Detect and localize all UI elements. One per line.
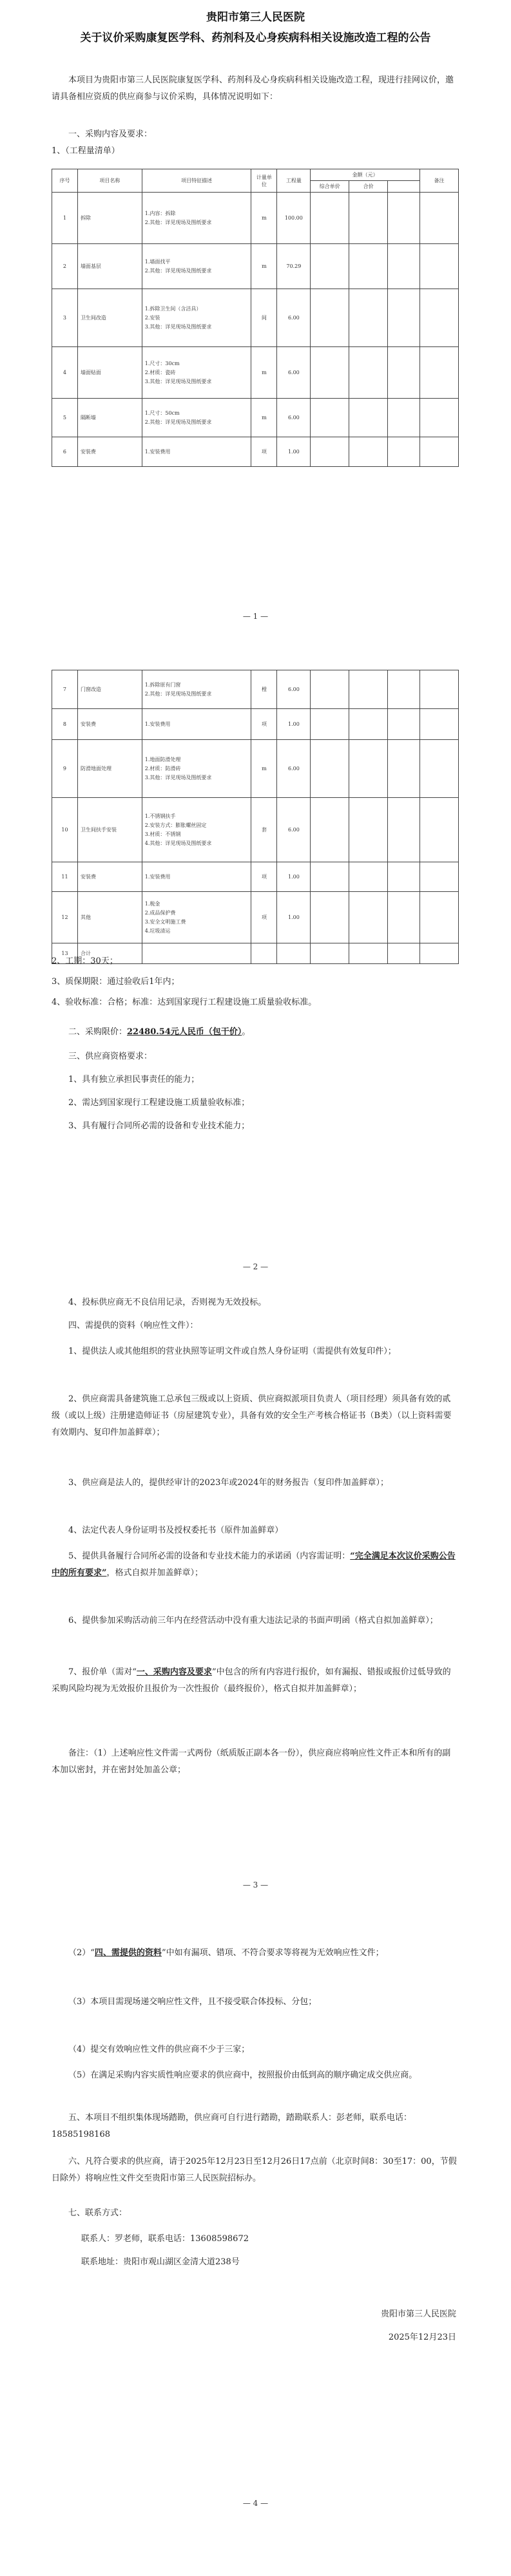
cell-name: 墙面贴面	[77, 347, 142, 399]
cell-total	[349, 289, 388, 347]
cell-unit-price	[311, 862, 349, 892]
cell-desc	[142, 798, 251, 862]
cell-qty: 100.00	[277, 193, 311, 244]
cell-name: 安装费	[77, 709, 142, 740]
cell-desc	[142, 740, 251, 798]
cell-unit: 项	[251, 862, 277, 892]
note-4: （4）提交有效响应性文件的供应商不少于三家；	[68, 2045, 250, 2054]
cell-desc	[142, 193, 251, 244]
header-name: 项目名称	[77, 169, 142, 193]
cell-unit-price	[311, 399, 349, 437]
cell-qty: 1.00	[277, 862, 311, 892]
cell-no: 7	[52, 670, 78, 709]
doc-item-7-a: 7、报价单（需对“	[68, 1667, 137, 1677]
header-blank	[388, 181, 420, 193]
cell-desc	[142, 244, 251, 289]
document-org-title: 贵阳市第三人民医院	[206, 11, 305, 24]
page-number-2: — 2 —	[242, 1262, 269, 1271]
section-1-heading: 一、采购内容及要求：	[68, 129, 153, 139]
section-7-heading: 七、联系方式：	[68, 2208, 128, 2218]
qualification-1: 1、具有独立承担民事责任的能力；	[68, 1075, 200, 1084]
desc-line: 1.地面防滑处理	[144, 756, 181, 762]
table-row	[52, 892, 459, 943]
cell-blank	[388, 670, 420, 709]
desc-line: 1.拆除卫生间（含洁具）	[144, 305, 202, 312]
page-number-1: — 1 —	[242, 612, 269, 621]
cell-desc	[142, 347, 251, 399]
cell-desc	[142, 437, 251, 467]
cell-unit: m	[251, 399, 277, 437]
cell-unit: m	[251, 244, 277, 289]
header-desc: 项目特征描述	[142, 169, 251, 193]
cell-desc	[142, 289, 251, 347]
cell-name: 其他	[77, 892, 142, 943]
page-2	[0, 644, 511, 1288]
cell-blank	[388, 862, 420, 892]
page-number-3: — 3 —	[242, 1880, 269, 1889]
cell-blank	[388, 892, 420, 943]
doc-item-5-b: “完全满足本次议价采购公告中的所有要求”	[52, 1551, 456, 1578]
cell-qty: 1.00	[277, 709, 311, 740]
desc-line: 2.其他：详见现场及图纸要求	[144, 267, 212, 274]
note-2-b: 四、需提供的资料	[94, 1948, 162, 1958]
doc-item-3: 3、供应商是法人的，提供经审计的2023年或2024年的财务报告（复印件加盖鲜章）；	[68, 1478, 389, 1488]
bill-table-page-1	[52, 169, 459, 467]
cell-qty: 6.00	[277, 670, 311, 709]
desc-line: 4.其他：详见现场及图纸要求	[144, 840, 212, 846]
desc-line: 2.材质：瓷砖	[144, 369, 176, 375]
cell-total	[349, 892, 388, 943]
cell-name: 防滑地面处理	[77, 740, 142, 798]
bill-rows-page-1	[52, 193, 459, 467]
cell-qty: 1.00	[277, 437, 311, 467]
cell-unit: m	[251, 347, 277, 399]
page-4	[0, 1932, 511, 2576]
qualification-2: 2、需达到国家现行工程建设施工质量验收标准；	[68, 1098, 250, 1108]
desc-line: 1.内容：拆除	[144, 210, 176, 216]
cell-unit: 樘	[251, 670, 277, 709]
requirement-4: 4、验收标准：合格；标准：达到国家现行工程建设施工质量验收标准。	[52, 998, 317, 1007]
cell-unit-price	[311, 437, 349, 467]
cell-qty: 6.00	[277, 289, 311, 347]
section-5-site-visit: 五、本项目不组织集体现场踏勘，供应商可自行进行踏勘，踏勘联系人：彭老师，联系电话：18585198168	[52, 2113, 412, 2139]
table-row	[52, 244, 459, 289]
cell-unit: 项	[251, 709, 277, 740]
cell-blank	[388, 193, 420, 244]
cell-unit-price	[311, 709, 349, 740]
cell-qty: 6.00	[277, 399, 311, 437]
price-limit-suffix: 。	[242, 1027, 251, 1037]
cell-no: 8	[52, 709, 78, 740]
cell-desc	[142, 862, 251, 892]
cell-unit: m	[251, 193, 277, 244]
cell-unit: 项	[251, 892, 277, 943]
cell-unit: m	[251, 740, 277, 798]
cell-desc	[142, 709, 251, 740]
cell-remark	[420, 670, 459, 709]
header-qty: 工程量	[277, 169, 311, 193]
cell-no: 12	[52, 892, 78, 943]
price-limit-label: 二、采购限价：	[68, 1027, 128, 1037]
cell-total	[349, 709, 388, 740]
header-unit-price: 综合单价	[311, 181, 349, 193]
desc-line: 2.安装方式：膨胀螺丝固定	[144, 822, 207, 828]
doc-item-5	[52, 1548, 459, 1582]
cell-total	[349, 244, 388, 289]
cell-desc	[142, 399, 251, 437]
table-row	[52, 670, 459, 709]
desc-line: 2.安装	[144, 314, 160, 321]
cell-no: 5	[52, 399, 78, 437]
cell-remark	[420, 709, 459, 740]
header-total-price: 合价	[349, 181, 388, 193]
cell-no: 11	[52, 862, 78, 892]
requirement-3: 3、质保期限：通过验收后1年内；	[52, 977, 180, 987]
header-amount: 金额（元）	[311, 169, 420, 181]
cell-remark	[420, 289, 459, 347]
cell-name: 合计	[77, 943, 142, 964]
cell-total	[349, 862, 388, 892]
desc-line: 2.成品保护费	[144, 909, 176, 916]
table-row	[52, 709, 459, 740]
doc-item-7-c: ”中包含的所有内容进行报价，如有漏报、错报或报价过低导致的采购风险均视为无效报价且报价为一次性报价（最终报价），格式自拟并加盖鲜章）；	[52, 1667, 451, 1694]
signature-org: 贵阳市第三人民医院	[380, 2309, 456, 2319]
desc-line: 3.其他：详见现场及图纸要求	[144, 774, 212, 781]
cell-no: 9	[52, 740, 78, 798]
table-row	[52, 289, 459, 347]
cell-remark	[420, 193, 459, 244]
price-limit-value: 22480.54元人民币（包干价）	[127, 1027, 242, 1037]
desc-line: 3.其他：详见现场及图纸要求	[144, 323, 212, 330]
qualification-3: 3、具有履行合同所必需的设备和专业技术能力；	[68, 1121, 250, 1131]
cell-blank	[388, 289, 420, 347]
qualification-4: 4、投标供应商无不良信用记录，否则视为无效投标。	[68, 1298, 267, 1307]
doc-item-6: 6、提供参加采购活动前三年内在经营活动中没有重大违法记录的书面声明函（格式自拟加盖鲜章）；	[68, 1616, 438, 1625]
table-row	[52, 862, 459, 892]
cell-remark	[420, 437, 459, 467]
section-6-submission: 六、凡符合要求的供应商，请于2025年12月23日至12月26日17点前（北京时间8：30至17：00，节假日除外）将响应性文件交至贵阳市第三人民医院招标办。	[52, 2157, 457, 2183]
table-row	[52, 740, 459, 798]
cell-name: 卫生间改造	[77, 289, 142, 347]
header-no: 序号	[52, 169, 78, 193]
cell-blank	[388, 740, 420, 798]
cell-no: 6	[52, 437, 78, 467]
cell-total	[349, 740, 388, 798]
desc-line: 1.尺寸：30cm	[144, 360, 180, 366]
cell-name: 卫生间扶手安装	[77, 798, 142, 862]
desc-line: 1.拆除原有门窗	[144, 681, 181, 688]
document-title: 关于议价采购康复医学科、药剂科及心身疾病科相关设施改造工程的公告	[80, 32, 431, 44]
cell-desc	[142, 670, 251, 709]
cell-unit-price	[311, 289, 349, 347]
cell-qty: 6.00	[277, 740, 311, 798]
note-3: （3）本项目需现场递交响应性文件，且不接受联合体投标、分包；	[68, 1997, 317, 2007]
cell-unit-price	[311, 798, 349, 862]
desc-line: 2.其他：详见现场及图纸要求	[144, 419, 212, 425]
bill-rows-page-2	[52, 670, 459, 964]
cell-blank	[388, 798, 420, 862]
intro-paragraph: 本项目为贵阳市第三人民医院康复医学科、药剂科及心身疾病科相关设施改造工程，现进行挂网议价，邀请具备相应资质的供应商参与议价采购，具体情况说明如下：	[52, 75, 454, 102]
desc-line: 1.尺寸：50cm	[144, 410, 180, 416]
cell-remark	[420, 892, 459, 943]
cell-remark	[420, 798, 459, 862]
note-5: （5）在满足采购内容实质性响应要求的供应商中，按照报价由低到高的顺序确定成交供应商。	[68, 2070, 418, 2080]
cell-total	[349, 437, 388, 467]
cell-no: 4	[52, 347, 78, 399]
cell-qty: 6.00	[277, 347, 311, 399]
note-2-c: ”中如有漏项、错项、不符合要求等将视为无效响应性文件；	[161, 1948, 384, 1958]
doc-item-7-b: 一、采购内容及要求	[136, 1667, 212, 1677]
bill-of-quantities-label: 1、（工程量清单）	[52, 146, 120, 156]
header-remark: 备注	[420, 169, 459, 193]
cell-blank	[388, 437, 420, 467]
doc-item-2: 2、供应商需具备建筑施工总承包三级或以上资质、供应商拟派项目负责人（项目经理）须具备有效的贰级（或以上级）注册建造师证书（房屋建筑专业），具备有效的安全生产考核合格证书（B类）（以上资料需要有效期内、复印件加盖鲜章）；	[52, 1394, 452, 1437]
desc-line: 4.垃圾清运	[144, 927, 171, 934]
cell-total	[349, 399, 388, 437]
cell-remark	[420, 347, 459, 399]
doc-item-1: 1、提供法人或其他组织的营业执照等证明文件或自然人身份证明（需提供有效复印件）；	[68, 1347, 396, 1356]
cell-blank	[388, 244, 420, 289]
cell-total	[349, 798, 388, 862]
section-2-price-limit	[52, 1024, 459, 1041]
cell-total	[349, 193, 388, 244]
cell-no: 2	[52, 244, 78, 289]
cell-unit-price	[311, 892, 349, 943]
desc-line: 2.其他：详见现场及图纸要求	[144, 690, 212, 697]
desc-line: 1.墙面找平	[144, 258, 171, 265]
cell-no: 10	[52, 798, 78, 862]
cell-desc	[142, 892, 251, 943]
table-row	[52, 437, 459, 467]
table-row	[52, 193, 459, 244]
desc-line: 3.其他：详见现场及图纸要求	[144, 378, 212, 384]
cell-unit-price	[311, 193, 349, 244]
cell-remark	[420, 740, 459, 798]
note-2	[52, 1945, 459, 1962]
cell-no: 3	[52, 289, 78, 347]
cell-qty: 1.00	[277, 892, 311, 943]
contact-address: 联系地址：贵阳市观山湖区金清大道238号	[81, 2257, 240, 2267]
cell-no: 1	[52, 193, 78, 244]
contact-person: 联系人：罗老师，联系电话：13608598672	[81, 2234, 249, 2244]
note-2-a: （2）“	[68, 1948, 95, 1958]
doc-item-7	[52, 1664, 459, 1698]
desc-line: 1.税金	[144, 900, 160, 907]
cell-unit-price	[311, 740, 349, 798]
cell-remark	[420, 862, 459, 892]
table-row	[52, 399, 459, 437]
desc-line: 1.安装费用	[144, 873, 171, 880]
table-row	[52, 347, 459, 399]
page-1	[0, 0, 511, 644]
cell-blank	[388, 399, 420, 437]
cell-remark	[420, 244, 459, 289]
desc-line: 3.材质：不锈钢	[144, 831, 181, 837]
cell-total	[349, 670, 388, 709]
desc-line: 1.安装费用	[144, 448, 171, 455]
section-3-heading: 三、供应商资格要求：	[68, 1052, 153, 1061]
cell-remark	[420, 399, 459, 437]
page-3	[0, 1288, 511, 1932]
note-1: 备注：（1）上述响应性文件需一式两份（纸质版正副本各一份），供应商应将响应性文件正本和所有的副本加以密封，并在密封处加盖公章；	[52, 1748, 451, 1775]
cell-unit-price	[311, 244, 349, 289]
desc-line: 3.安全文明施工费	[144, 918, 186, 925]
cell-unit: 项	[251, 437, 277, 467]
cell-name: 安装费	[77, 862, 142, 892]
table-row	[52, 798, 459, 862]
doc-item-5-c: ，格式自拟并加盖鲜章）；	[106, 1568, 203, 1578]
cell-name: 隔断墙	[77, 399, 142, 437]
doc-item-5-a: 5、提供具备履行合同所必需的设备和专业技术能力的承诺函（内容需证明：	[68, 1551, 351, 1561]
doc-item-4: 4、法定代表人身份证明书及授权委托书（原件加盖鲜章）	[68, 1526, 284, 1535]
header-unit: 计量单位	[251, 169, 277, 193]
cell-unit-price	[311, 347, 349, 399]
desc-line: 2.其他：详见现场及图纸要求	[144, 219, 212, 225]
cell-name: 墙面基层	[77, 244, 142, 289]
cell-name: 门窗改造	[77, 670, 142, 709]
cell-blank	[388, 347, 420, 399]
cell-blank	[388, 709, 420, 740]
requirement-2: 2、工期：30天；	[52, 956, 118, 966]
desc-line: 1.安装费用	[144, 721, 171, 727]
desc-line: 2.材质：防滑砖	[144, 765, 181, 772]
cell-total	[349, 347, 388, 399]
bill-table-page-2	[52, 670, 459, 964]
cell-unit-price	[311, 670, 349, 709]
section-4-heading: 四、需提供的资料（响应性文件）：	[68, 1321, 198, 1331]
signature-date: 2025年12月23日	[388, 2333, 456, 2342]
cell-unit: 间	[251, 289, 277, 347]
cell-qty: 70.29	[277, 244, 311, 289]
cell-no: 13	[52, 943, 78, 964]
cell-name: 安装费	[77, 437, 142, 467]
cell-name: 拆除	[77, 193, 142, 244]
page-number-4: — 4 —	[242, 2499, 269, 2508]
cell-unit: 套	[251, 798, 277, 862]
desc-line: 1.不锈钢扶手	[144, 813, 176, 819]
cell-qty: 6.00	[277, 798, 311, 862]
